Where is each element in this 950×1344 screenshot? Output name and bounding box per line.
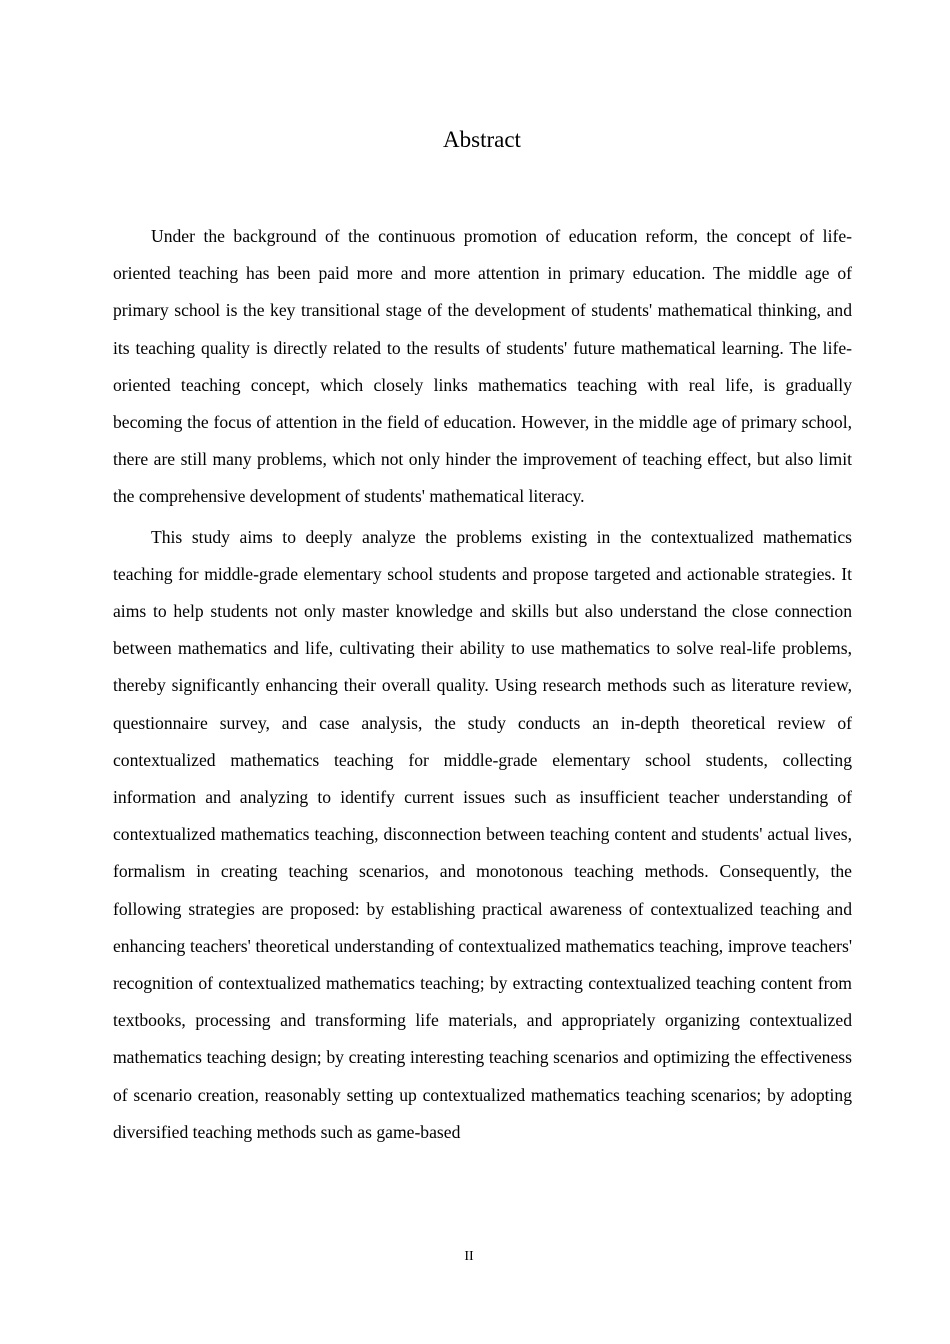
- page-title: Abstract: [443, 127, 521, 152]
- abstract-paragraph-2: This study aims to deeply analyze the problems existing in the contextualized mathematics teaching for middle-grade elementary school students and propose targeted and actionable strategies. It aims to help students not only master knowledge and skills but also understand the close connection between mathematics and life, cultivating their ability to use mathematics to solve real-life problems, thereby significantly enhancing their overall quality. Using research methods such as literature review, questionnaire survey, and case analysis, the study conducts an in-depth theoretical review of contextualized mathematics teaching for middle-grade elementary school students, collecting information and analyzing to identify current issues such as insufficient teacher understanding of contextualized mathematics teaching, disconnection between teaching content and students' actual lives, formalism in creating teaching scenarios, and monotonous teaching methods. Consequently, the following strategies are proposed: by establishing practical awareness of contextualized teaching and enhancing teachers' theoretical understanding of contextualized mathematics teaching, improve teachers' recognition of contextualized mathematics teaching; by extracting contextualized teaching content from textbooks, processing and transforming life materials, and appropriately organizing contextualized mathematics teaching design; by creating interesting teaching scenarios and optimizing the effectiveness of scenario creation, reasonably setting up contextualized mathematics teaching scenarios; by adopting diversified teaching methods such as game-based: [113, 526, 852, 1142]
- page-number: II: [464, 1249, 474, 1264]
- abstract-body: [113, 218, 852, 1151]
- abstract-paragraph-1: Under the background of the continuous promotion of education reform, the concept of life-oriented teaching has been paid more and more attention in primary education. The middle age of primary school is the key transitional stage of the development of students' mathematical thinking, and its teaching quality is directly related to the results of students' future mathematical learning. The life-oriented teaching concept, which closely links mathematics teaching with real life, is gradually becoming the focus of attention in the field of education. However, in the middle age of primary school, there are still many problems, which not only hinder the improvement of teaching effect, but also limit the comprehensive development of students' mathematical literacy.: [113, 226, 852, 507]
